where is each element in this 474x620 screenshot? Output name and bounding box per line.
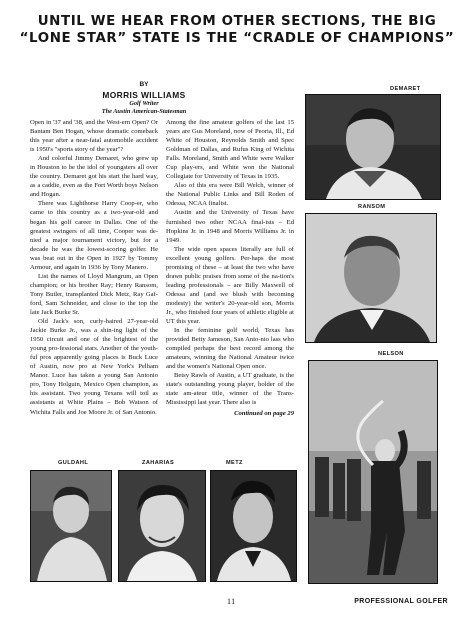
photo-nelson <box>308 360 438 584</box>
paragraph: Old Jack's son, curly-haired 27-year-old Jackie Burke Jr., was a shin-ing light of the 1950 circuit and one of the brightest of the young pro-fessional stars. Another of the youth-ful pros apparently going places is Buck Luce of Austin, now pro at New York's Pelham Manor. Luce has taken a young San Antonio pro, Tony Holguin, Mexico Open champion, as his assistant. Two young Texans will toil as assistants at White Plains – Bob Watson of Wichita Falls and Joe Moore Jr. of San Antonio. <box>30 318 158 416</box>
article-column-1 <box>30 118 158 417</box>
paragraph: Betsy Rawls of Austin, a UT graduate, is the state's outstanding young player, holder of the state am-ateur title, winner of the Trans-Mississippi last year. There also is <box>166 372 294 407</box>
paragraph: And colorful Jimmy Demaret, who grew up in Houston to be the idol of youngsters all over the country. Demaret got his start the hard way, as a caddie, even as the Fort Worth boys Nelson and Hogan. <box>30 155 158 199</box>
paragraph: Open in '37 and '38, and the West-ern Open? Or Bantam Ben Hogan, whose dramatic comeback this year after a near-fatal automobile accident is 1950's "sports story of the year"? <box>30 119 158 154</box>
byline-role: Golf Writer <box>129 100 159 107</box>
byline-by: BY <box>139 81 149 88</box>
headline-line-2: “LONE STAR” STATE IS THE “CRADLE OF CHAMPIONS” <box>19 31 455 46</box>
byline-author: MORRIS WILLIAMS <box>102 90 186 100</box>
caption-guldahl: GULDAHL <box>58 460 89 466</box>
continued-note: Continued on page 29 <box>234 409 294 417</box>
photo-guldahl <box>30 470 112 582</box>
caption-ransom: RANSOM <box>358 204 386 210</box>
page-number: 11 <box>227 597 236 606</box>
photo-demaret <box>305 94 441 200</box>
photo-zaharias <box>118 470 206 582</box>
paragraph: The wide open spaces literally are full of excellent young golfers. Per-haps the most promising of these – at least the two who have drawn public praises from some of the na-tion's leading professionals – are Billy Maxwell of Odessa and (and we blush with becoming modesty) the writer's 20-year-old son, Morris Jr., who finished four years of athletic eligible at UT this year. <box>166 245 294 326</box>
caption-demaret: DEMARET <box>390 86 421 92</box>
caption-metz: METZ <box>226 460 243 466</box>
caption-zaharias: ZAHARIAS <box>142 460 175 466</box>
byline-organization: The Austin American-Statesman <box>101 108 187 115</box>
photo-metz <box>210 470 297 582</box>
paragraph: Also of this era were Bill Welch, winner of the National Public Links and Bill Roden of Odessa, NCAA finalist. <box>166 182 294 208</box>
magazine-title: PROFESSIONAL GOLFER <box>354 598 448 605</box>
article-column-2 <box>166 118 294 418</box>
headline-line-1: UNTIL WE HEAR FROM OTHER SECTIONS, THE BIG <box>37 14 437 29</box>
paragraph: List the names of Lloyd Mangrum, an Open champion; or his brother Ray; Henry Ransom, Tony Butler, transplanted Dick Metz, Ray Gaf-ford, Sam Schneider, and close to the top the late Jack Burke Sr. <box>30 272 158 316</box>
photo-ransom <box>305 213 437 343</box>
paragraph: In the feminine golf world, Texas has provided Betty Jameson, San Anto-nio lass who compiled perhaps the best record among the amateurs, winning the National Amateur twice and the women's National Open once. <box>166 327 294 371</box>
caption-nelson: NELSON <box>378 351 404 357</box>
paragraph: There was Lighthorse Harry Coop-er, who came to this country as a two-year-old and began his golf career in Dallas. One of the greatest swingers of all time, Cooper was de-nied a major tournament victory, but for a decade he was the lowest-scoring golfer. He was beat out in the Open in 1927 by Tommy Armour, and again in 1936 by Tony Manero. <box>30 200 158 271</box>
paragraph: Among the fine amateur golfers of the last 15 years are Gus Moreland, now of Peoria, Ill., Ed White of Houston, Reynolds Smith and Spec Goldman of Dallas, and Rufus King of Wichita Falls. Moreland, Smith and White were Walker Cup play-ers, and White won the National Collegiate for University of Texas in 1935. <box>166 119 294 181</box>
paragraph: Austin and the University of Texas have furnished two other NCAA final-ists – Ed Hopkins Jr. in 1948 and Morris Williams Jr. in 1949. <box>166 209 294 244</box>
